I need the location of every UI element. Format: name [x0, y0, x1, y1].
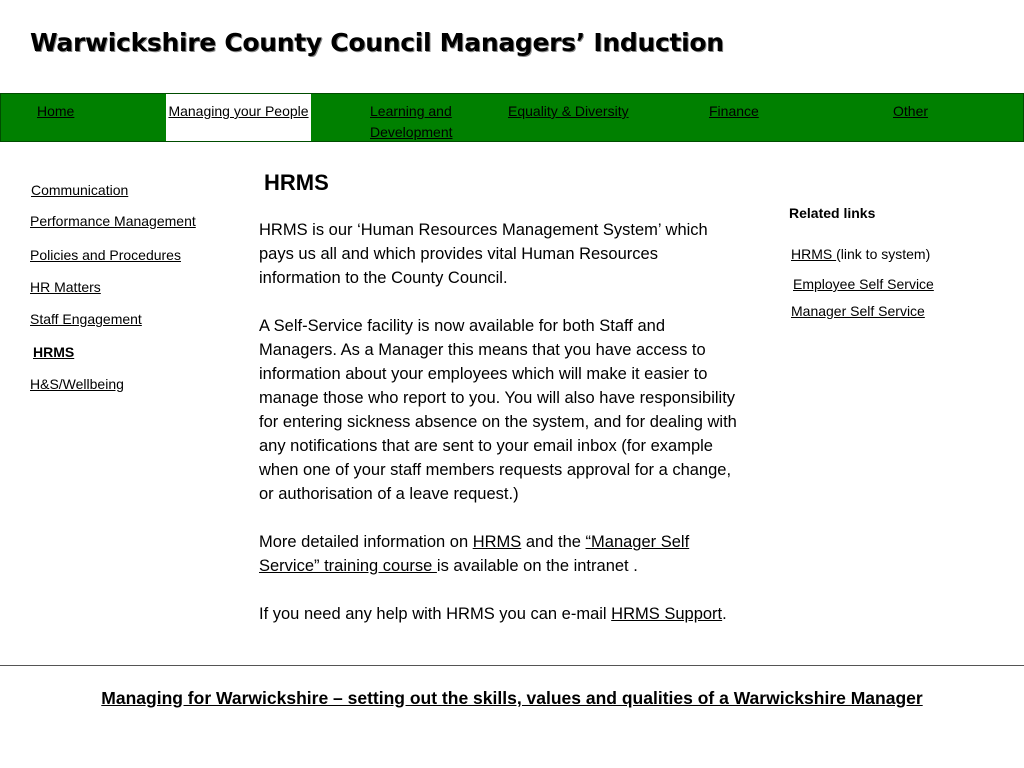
sidebar-item-hrms[interactable]: HRMS [33, 344, 75, 360]
footer-divider [0, 665, 1024, 666]
help-text-suffix: . [722, 605, 727, 623]
more-info-text-mid: and the [521, 533, 586, 551]
page-title: Warwickshire County Council Managers’ Induction [30, 28, 724, 57]
sidebar-item-performance-management[interactable]: Performance Management [30, 213, 196, 229]
hrms-info-link[interactable]: HRMS [472, 533, 522, 551]
related-hrms-row [791, 246, 930, 264]
related-employee-row [793, 276, 934, 294]
footer-link[interactable]: Managing for Warwickshire – setting out the skills, values and qualities of a Warwickshire Manager [101, 688, 923, 708]
related-hrms-note: (link to system) [836, 246, 931, 262]
self-service-paragraph: A Self-Service facility is now available for both Staff and Managers. As a Manager this means that you have access to information about your employees which will make it easier to manage those who report to you. You will also have responsibility for entering sickness absence on the system, and for dealing with any notifications that are sent to your email inbox (for example when one of your staff members requests approval for a change, or authorisation of a leave request.) [259, 317, 737, 503]
sidebar-item-communication[interactable]: Communication [31, 182, 129, 198]
intro-paragraph: HRMS is our ‘Human Resources Management System’ which pays us all and which provides vital Human Resources information to the County Council. [259, 221, 708, 287]
nav-learning-and-development[interactable]: Learning and Development [370, 103, 453, 140]
sidebar-item-policies-and-procedures[interactable]: Policies and Procedures [30, 247, 181, 263]
nav-managing-your-people[interactable]: Managing your People [166, 94, 311, 141]
help-text-prefix: If you need any help with HRMS you can e-mail [259, 605, 612, 623]
sidebar-item-hr-matters[interactable]: HR Matters [30, 279, 101, 295]
manager-self-service-training-link[interactable]: “Manager Self Service” training course [259, 533, 690, 575]
more-info-text-prefix: More detailed information on [259, 533, 473, 551]
main-content [259, 218, 739, 650]
related-links-title: Related links [789, 205, 876, 221]
help-paragraph [259, 602, 739, 626]
nav-home[interactable]: Home [37, 103, 75, 119]
nav-equality-diversity[interactable]: Equality & Diversity [508, 103, 629, 119]
more-info-text-suffix: is available on the intranet . [436, 557, 638, 575]
sidebar-item-staff-engagement[interactable]: Staff Engagement [30, 311, 142, 327]
employee-self-service-link[interactable]: Employee Self Service [793, 276, 934, 292]
hrms-support-email-link[interactable]: HRMS Support [611, 605, 723, 623]
nav-finance[interactable]: Finance [709, 103, 759, 119]
more-info-paragraph [259, 530, 739, 578]
section-heading: HRMS [264, 170, 329, 195]
related-hrms-link[interactable]: HRMS [791, 246, 837, 262]
sidebar-item-hs-wellbeing[interactable]: H&S/Wellbeing [30, 376, 124, 392]
related-manager-row [791, 303, 925, 321]
nav-other[interactable]: Other [893, 103, 929, 119]
manager-self-service-link[interactable]: Manager Self Service [791, 303, 925, 319]
top-navigation-bar [0, 93, 1024, 142]
